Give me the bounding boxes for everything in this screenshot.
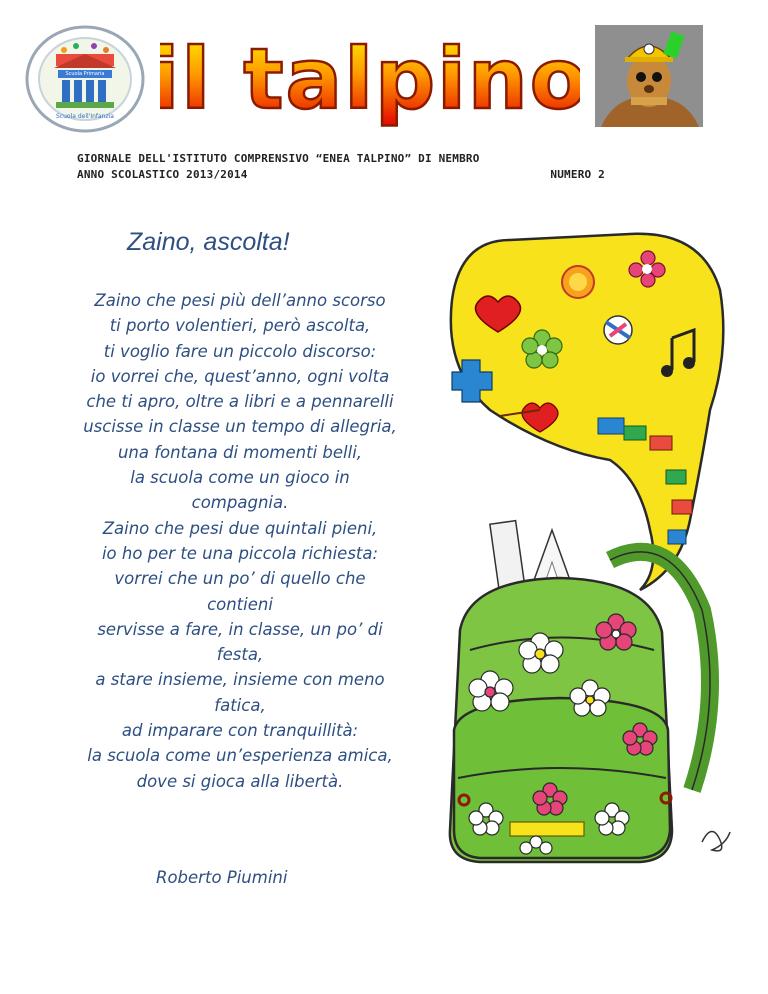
poem-line: uscisse in classe un tempo di allegria, (83, 417, 397, 437)
poem-line: festa, (216, 645, 264, 665)
poem-author: Roberto Piumini (156, 868, 288, 887)
poem-line: Zaino che pesi due quintali pieni, (102, 518, 378, 538)
poem-line: ti porto volentieri, però ascolta, (109, 316, 371, 336)
poem-line: a stare insieme, insieme con meno (95, 670, 385, 690)
poem-line: ad imparare con tranquillità: (121, 721, 359, 741)
poem-line: servisse a fare, in classe, un po’ di (97, 619, 383, 639)
poem-title: Zaino, ascolta! (127, 228, 290, 256)
issue-number: NUMERO 2 (550, 168, 605, 181)
poem-line: una fontana di momenti belli, (117, 442, 363, 462)
poem-line: che ti apro, oltre a libri e a pennarelli (86, 392, 394, 412)
poem-line: dove si gioca alla libertà. (136, 771, 344, 791)
school-year-line (77, 168, 605, 181)
school-logo-icon (24, 24, 146, 134)
poem-line: fatica, (214, 695, 266, 715)
mascot (595, 25, 703, 127)
poem-line: ti voglio fare un piccolo discorso: (103, 341, 377, 361)
backpack-illustration (440, 230, 740, 870)
poem-line: vorrei che un po’ di quello che (114, 569, 366, 589)
school-year: ANNO SCOLASTICO 2013/2014 (77, 168, 248, 181)
poem-line: la scuola come un gioco in (130, 468, 350, 488)
logo-text-infanzia: Scuola dell'Infanzia (56, 113, 114, 120)
masthead-title: il talpino (160, 30, 580, 128)
poem-line: la scuola come un’esperienza amica, (87, 746, 393, 766)
mole-mascot-icon (595, 25, 703, 127)
poem-line: contieni (207, 594, 273, 614)
masthead (160, 20, 580, 130)
newspaper-line: GIORNALE DELL'ISTITUTO COMPRENSIVO “ENEA TALPINO” DI NEMBRO (77, 152, 480, 165)
poem-body (40, 288, 440, 794)
poem-line: compagnia. (191, 493, 289, 513)
poem-line: Zaino che pesi più dell’anno scorso (94, 291, 386, 310)
poem-line: io vorrei che, quest’anno, ogni volta (90, 366, 390, 386)
poem-line: io ho per te una piccola richiesta: (101, 543, 379, 563)
backpack-speech-bubble-illustration (440, 230, 740, 870)
logo-text-primaria: Scuola Primaria (65, 71, 105, 77)
school-logo (24, 24, 146, 134)
